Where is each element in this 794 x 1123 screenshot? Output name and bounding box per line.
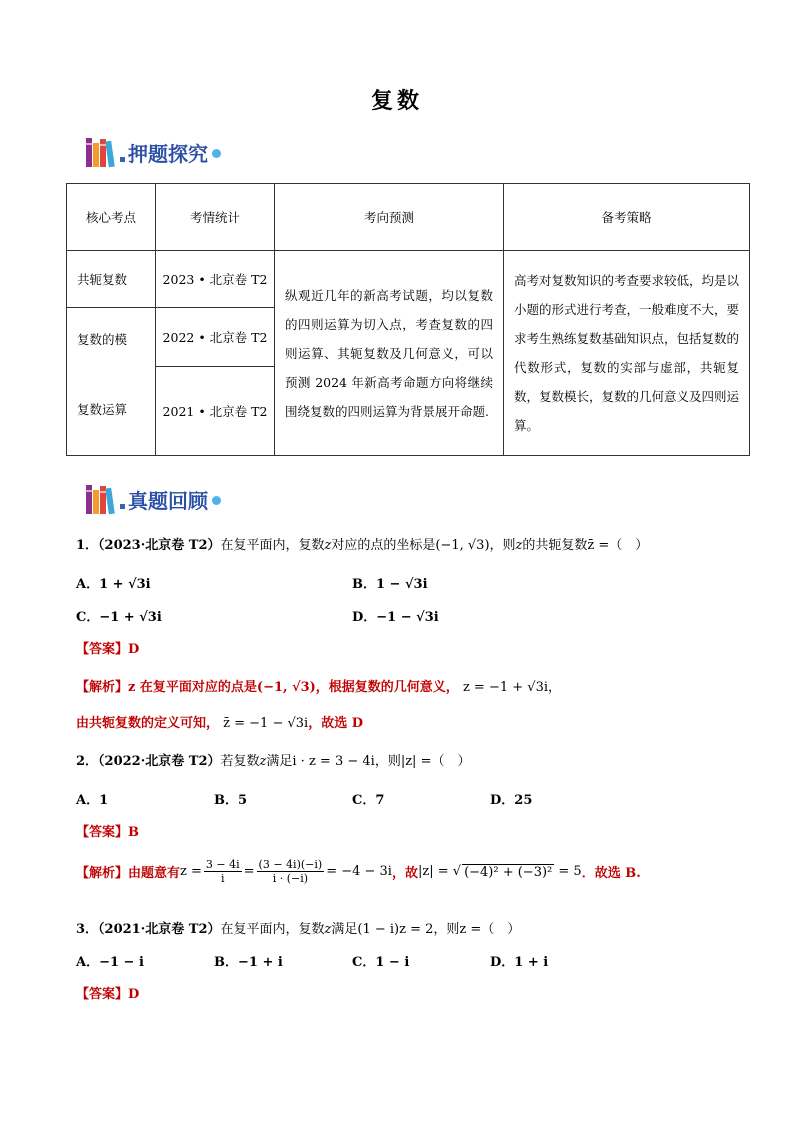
fraction: $\frac{(3 - 4i)(-i)}{i \cdot (-i)}$ [258,858,323,885]
option-c: C．7 [352,793,385,808]
section-header-prediction [84,134,221,170]
section-header-review [84,481,221,517]
analysis-1-line-1: 【解析】z 在复平面对应的点是(−1, √3)，根据复数的几何意义， z = −1 + √3i， [76,680,561,695]
option-b: B．5 [214,793,248,808]
option-d: D．1 + i [490,955,549,970]
table-header: 考向预测 [275,184,504,251]
question-2-stem: 2．（2022·北京卷 T2）若复数z满足i · z = 3 − 4i，则|z| =（ ） [76,754,471,769]
question-1-stem: 1．（2023·北京卷 T2）在复平面内，复数z对应的点的坐标是(−1, √3)，则z的共轭复数z̄ =（ ） [76,538,649,553]
exam-analysis-table [66,183,750,456]
table-cell-strategy: 高考对复数知识的考查要求较低，均是以小题的形式进行考查，一般难度不大，要求考生熟练复数基础知识点，包括复数的代数形式，复数的实部与虚部，共轭复数，复数模长，复数的几何意义及四则运算。 [504,251,750,456]
books-icon [84,482,118,516]
answer-1: 【答案】D [76,642,140,657]
table-header: 考情统计 [156,184,275,251]
fraction: $\frac{3 - 4i}{i}$ [205,858,240,885]
books-icon [84,135,118,169]
section-title: 真题回顾 [128,488,208,513]
analysis-1-line-2: 由共轭复数的定义可知， z̄ = −1 − √3i，故选 D [76,716,364,731]
answer-3: 【答案】D [76,987,140,1002]
page-title: 复数 [370,89,423,114]
option-b: B．1 − √3i [352,577,428,592]
table-cell-stat: 2023 • 北京卷 T2 [156,251,275,308]
option-a: A．1 [76,793,109,808]
end-dot-icon [212,149,221,158]
question-3-stem: 3．（2021·北京卷 T2）在复平面内，复数z满足(1 − i)z = 2，则z =（ ） [76,922,521,937]
option-c: C．1 − i [352,955,410,970]
option-a: A．−1 − i [76,955,144,970]
table-header: 核心考点 [67,184,156,251]
analysis-2: 【解析】 由题意有 z = $\frac{3 - 4i}{i}$ = $\frac{(3 - 4i)(-i)}{i \cdot (-i)}$ = −4 − 3i ，故 |z| = √ (−4)² + (−3)² = 5 ．故选 B. [76,858,641,885]
section-title: 押题探究 [128,141,208,166]
option-a: A．1 + √3i [76,577,151,592]
table-cell-stat: 2021 • 北京卷 T2 [156,367,275,456]
option-d: D．25 [490,793,533,808]
end-dot-icon [212,496,221,505]
sqrt-sign: √ [452,864,462,879]
option-c: C．−1 + √3i [76,610,162,625]
table-cell-topic: 共轭复数 [67,251,156,308]
table-cell-stat: 2022 • 北京卷 T2 [156,308,275,367]
answer-2: 【答案】B [76,825,139,840]
option-d: D．−1 − √3i [352,610,439,625]
bullet-square [120,504,125,509]
table-cell-topic-group: 复数的模 复数运算 [67,308,156,456]
option-b: B．−1 + i [214,955,283,970]
table-cell-prediction: 纵观近几年的新高考试题，均以复数的四则运算为切入点，考查复数的四则运算、其轭复数及几何意义，可以预测 2024 年新高考命题方向将继续围绕复数的四则运算为背景展开命题. [275,251,504,456]
bullet-square [120,157,125,162]
table-header: 备考策略 [504,184,750,251]
